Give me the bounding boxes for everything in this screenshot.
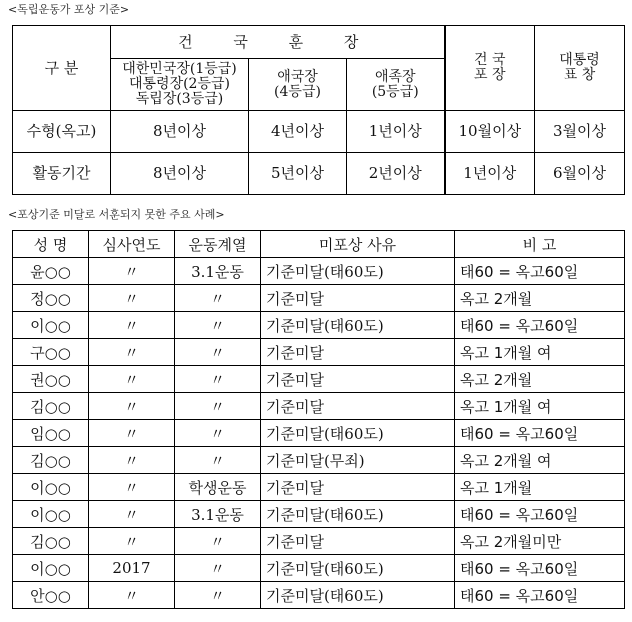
- cell-value: 1년이상: [445, 153, 535, 195]
- case-review-year: 〃: [89, 501, 175, 528]
- case-review-year: 〃: [89, 474, 175, 501]
- case-row: [13, 339, 625, 366]
- case-review-year: 〃: [89, 312, 175, 339]
- case-movement-type: 3.1운동: [175, 501, 261, 528]
- case-reason: 기준미달(태60도): [261, 258, 455, 285]
- case-name: 이○○: [13, 501, 89, 528]
- case-movement-type: 〃: [175, 339, 261, 366]
- case-reason: 기준미달(태60도): [261, 501, 455, 528]
- medal-grade-1: 대한민국장(1등급): [122, 61, 237, 77]
- top-medals-header: [111, 59, 249, 111]
- case-name: 정○○: [13, 285, 89, 312]
- medal-grade-3: 독립장(3등급): [135, 91, 224, 107]
- case-reason: 기준미달: [261, 339, 455, 366]
- case-row: [13, 501, 625, 528]
- case-review-year: 〃: [89, 258, 175, 285]
- case-name: 김○○: [13, 393, 89, 420]
- header-reason: 미포상 사유: [261, 231, 455, 258]
- case-remarks: 옥고 2개월 여: [455, 447, 625, 474]
- case-movement-type: 〃: [175, 420, 261, 447]
- case-remarks: 태60 = 옥고60일: [455, 258, 625, 285]
- header-remarks: 비 고: [455, 231, 625, 258]
- case-row: [13, 474, 625, 501]
- presidential-citation-line2: 표 창: [563, 67, 596, 83]
- row-label: 수형(옥고): [13, 111, 111, 153]
- case-movement-type: 〃: [175, 555, 261, 582]
- case-row: [13, 447, 625, 474]
- case-name: 이○○: [13, 312, 89, 339]
- cell-value: 3월이상: [535, 111, 625, 153]
- case-row: [13, 555, 625, 582]
- case-reason: 기준미달(태60도): [261, 555, 455, 582]
- cell-value: 8년이상: [111, 153, 249, 195]
- ancestry-medal-name: 애족장: [374, 68, 416, 85]
- case-review-year: 〃: [89, 447, 175, 474]
- case-remarks: 옥고 2개월: [455, 366, 625, 393]
- header-movement-type: 운동계열: [175, 231, 261, 258]
- cases-caption: <포상기준 미달로 서훈되지 못한 주요 사례>: [8, 208, 225, 221]
- category-header: 구 분: [13, 26, 111, 111]
- case-review-year: 〃: [89, 393, 175, 420]
- case-row: [13, 366, 625, 393]
- case-remarks: 옥고 2개월미만: [455, 528, 625, 555]
- case-review-year: 〃: [89, 339, 175, 366]
- ancestry-medal-header: [347, 59, 445, 111]
- medal-group-header: [111, 26, 445, 59]
- ancestry-medal-grade: (5등급): [371, 83, 419, 100]
- patriotic-medal-header: [249, 59, 347, 111]
- case-movement-type: 〃: [175, 582, 261, 609]
- case-row: [13, 420, 625, 447]
- case-reason: 기준미달: [261, 285, 455, 312]
- case-name: 김○○: [13, 528, 89, 555]
- unawarded-cases-table: [12, 230, 625, 609]
- case-review-year: 〃: [89, 528, 175, 555]
- patriotic-medal-name: 애국장: [277, 68, 318, 85]
- case-reason: 기준미달(태60도): [261, 420, 455, 447]
- case-reason: 기준미달: [261, 528, 455, 555]
- case-remarks: 태60 = 옥고60일: [455, 420, 625, 447]
- case-name: 안○○: [13, 582, 89, 609]
- cell-value: 5년이상: [249, 153, 347, 195]
- case-row: [13, 312, 625, 339]
- cell-value: 1년이상: [347, 111, 445, 153]
- cases-header-row: [13, 231, 625, 258]
- case-reason: 기준미달(무죄): [261, 447, 455, 474]
- cell-value: 6월이상: [535, 153, 625, 195]
- case-review-year: 〃: [89, 366, 175, 393]
- case-movement-type: 〃: [175, 393, 261, 420]
- case-reason: 기준미달: [261, 474, 455, 501]
- standards-caption: <독립운동가 포상 기준>: [8, 3, 130, 16]
- case-remarks: 태60 = 옥고60일: [455, 501, 625, 528]
- presidential-citation-line1: 대통령: [559, 52, 600, 68]
- header-name: 성 명: [13, 231, 89, 258]
- case-remarks: 태60 = 옥고60일: [455, 555, 625, 582]
- case-reason: 기준미달(태60도): [261, 582, 455, 609]
- case-name: 구○○: [13, 339, 89, 366]
- case-movement-type: 〃: [175, 366, 261, 393]
- case-remarks: 태60 = 옥고60일: [455, 312, 625, 339]
- cell-value: 8년이상: [111, 111, 249, 153]
- case-review-year: 〃: [89, 285, 175, 312]
- medal-grade-2: 대통령장(2등급): [129, 76, 230, 92]
- presidential-citation-header: [535, 26, 625, 111]
- case-row: [13, 258, 625, 285]
- case-movement-type: 학생운동: [175, 474, 261, 501]
- case-movement-type: 〃: [175, 528, 261, 555]
- case-movement-type: 〃: [175, 285, 261, 312]
- case-reason: 기준미달(태60도): [261, 312, 455, 339]
- founding-medal-header: [445, 26, 535, 111]
- case-name: 윤○○: [13, 258, 89, 285]
- award-standards-table: [12, 25, 625, 195]
- cell-value: 10월이상: [445, 111, 535, 153]
- prison-term-row: [13, 111, 625, 153]
- case-row: [13, 285, 625, 312]
- cell-value: 2년이상: [347, 153, 445, 195]
- case-name: 이○○: [13, 474, 89, 501]
- case-remarks: 옥고 1개월 여: [455, 393, 625, 420]
- case-name: 임○○: [13, 420, 89, 447]
- row-label: 활동기간: [13, 153, 111, 195]
- case-row: [13, 393, 625, 420]
- founding-medal-line2: 포 장: [474, 67, 506, 83]
- case-remarks: 옥고 1개월 여: [455, 339, 625, 366]
- case-remarks: 옥고 1개월: [455, 474, 625, 501]
- case-name: 이○○: [13, 555, 89, 582]
- case-review-year: 〃: [89, 420, 175, 447]
- case-name: 권○○: [13, 366, 89, 393]
- patriotic-medal-grade: (4등급): [274, 83, 321, 100]
- case-reason: 기준미달: [261, 366, 455, 393]
- case-movement-type: 〃: [175, 312, 261, 339]
- cell-value: 4년이상: [249, 111, 347, 153]
- case-remarks: 태60 = 옥고60일: [455, 582, 625, 609]
- case-movement-type: 〃: [175, 447, 261, 474]
- case-review-year: 2017: [89, 555, 175, 582]
- header-review-year: 심사연도: [89, 231, 175, 258]
- case-movement-type: 3.1운동: [175, 258, 261, 285]
- case-reason: 기준미달: [261, 393, 455, 420]
- case-review-year: 〃: [89, 582, 175, 609]
- medal-group-label: 건 국 훈 장: [178, 32, 377, 51]
- case-row: [13, 528, 625, 555]
- case-row: [13, 582, 625, 609]
- case-remarks: 옥고 2개월: [455, 285, 625, 312]
- case-name: 김○○: [13, 447, 89, 474]
- founding-medal-line1: 건 국: [474, 52, 506, 68]
- activity-period-row: [13, 153, 625, 195]
